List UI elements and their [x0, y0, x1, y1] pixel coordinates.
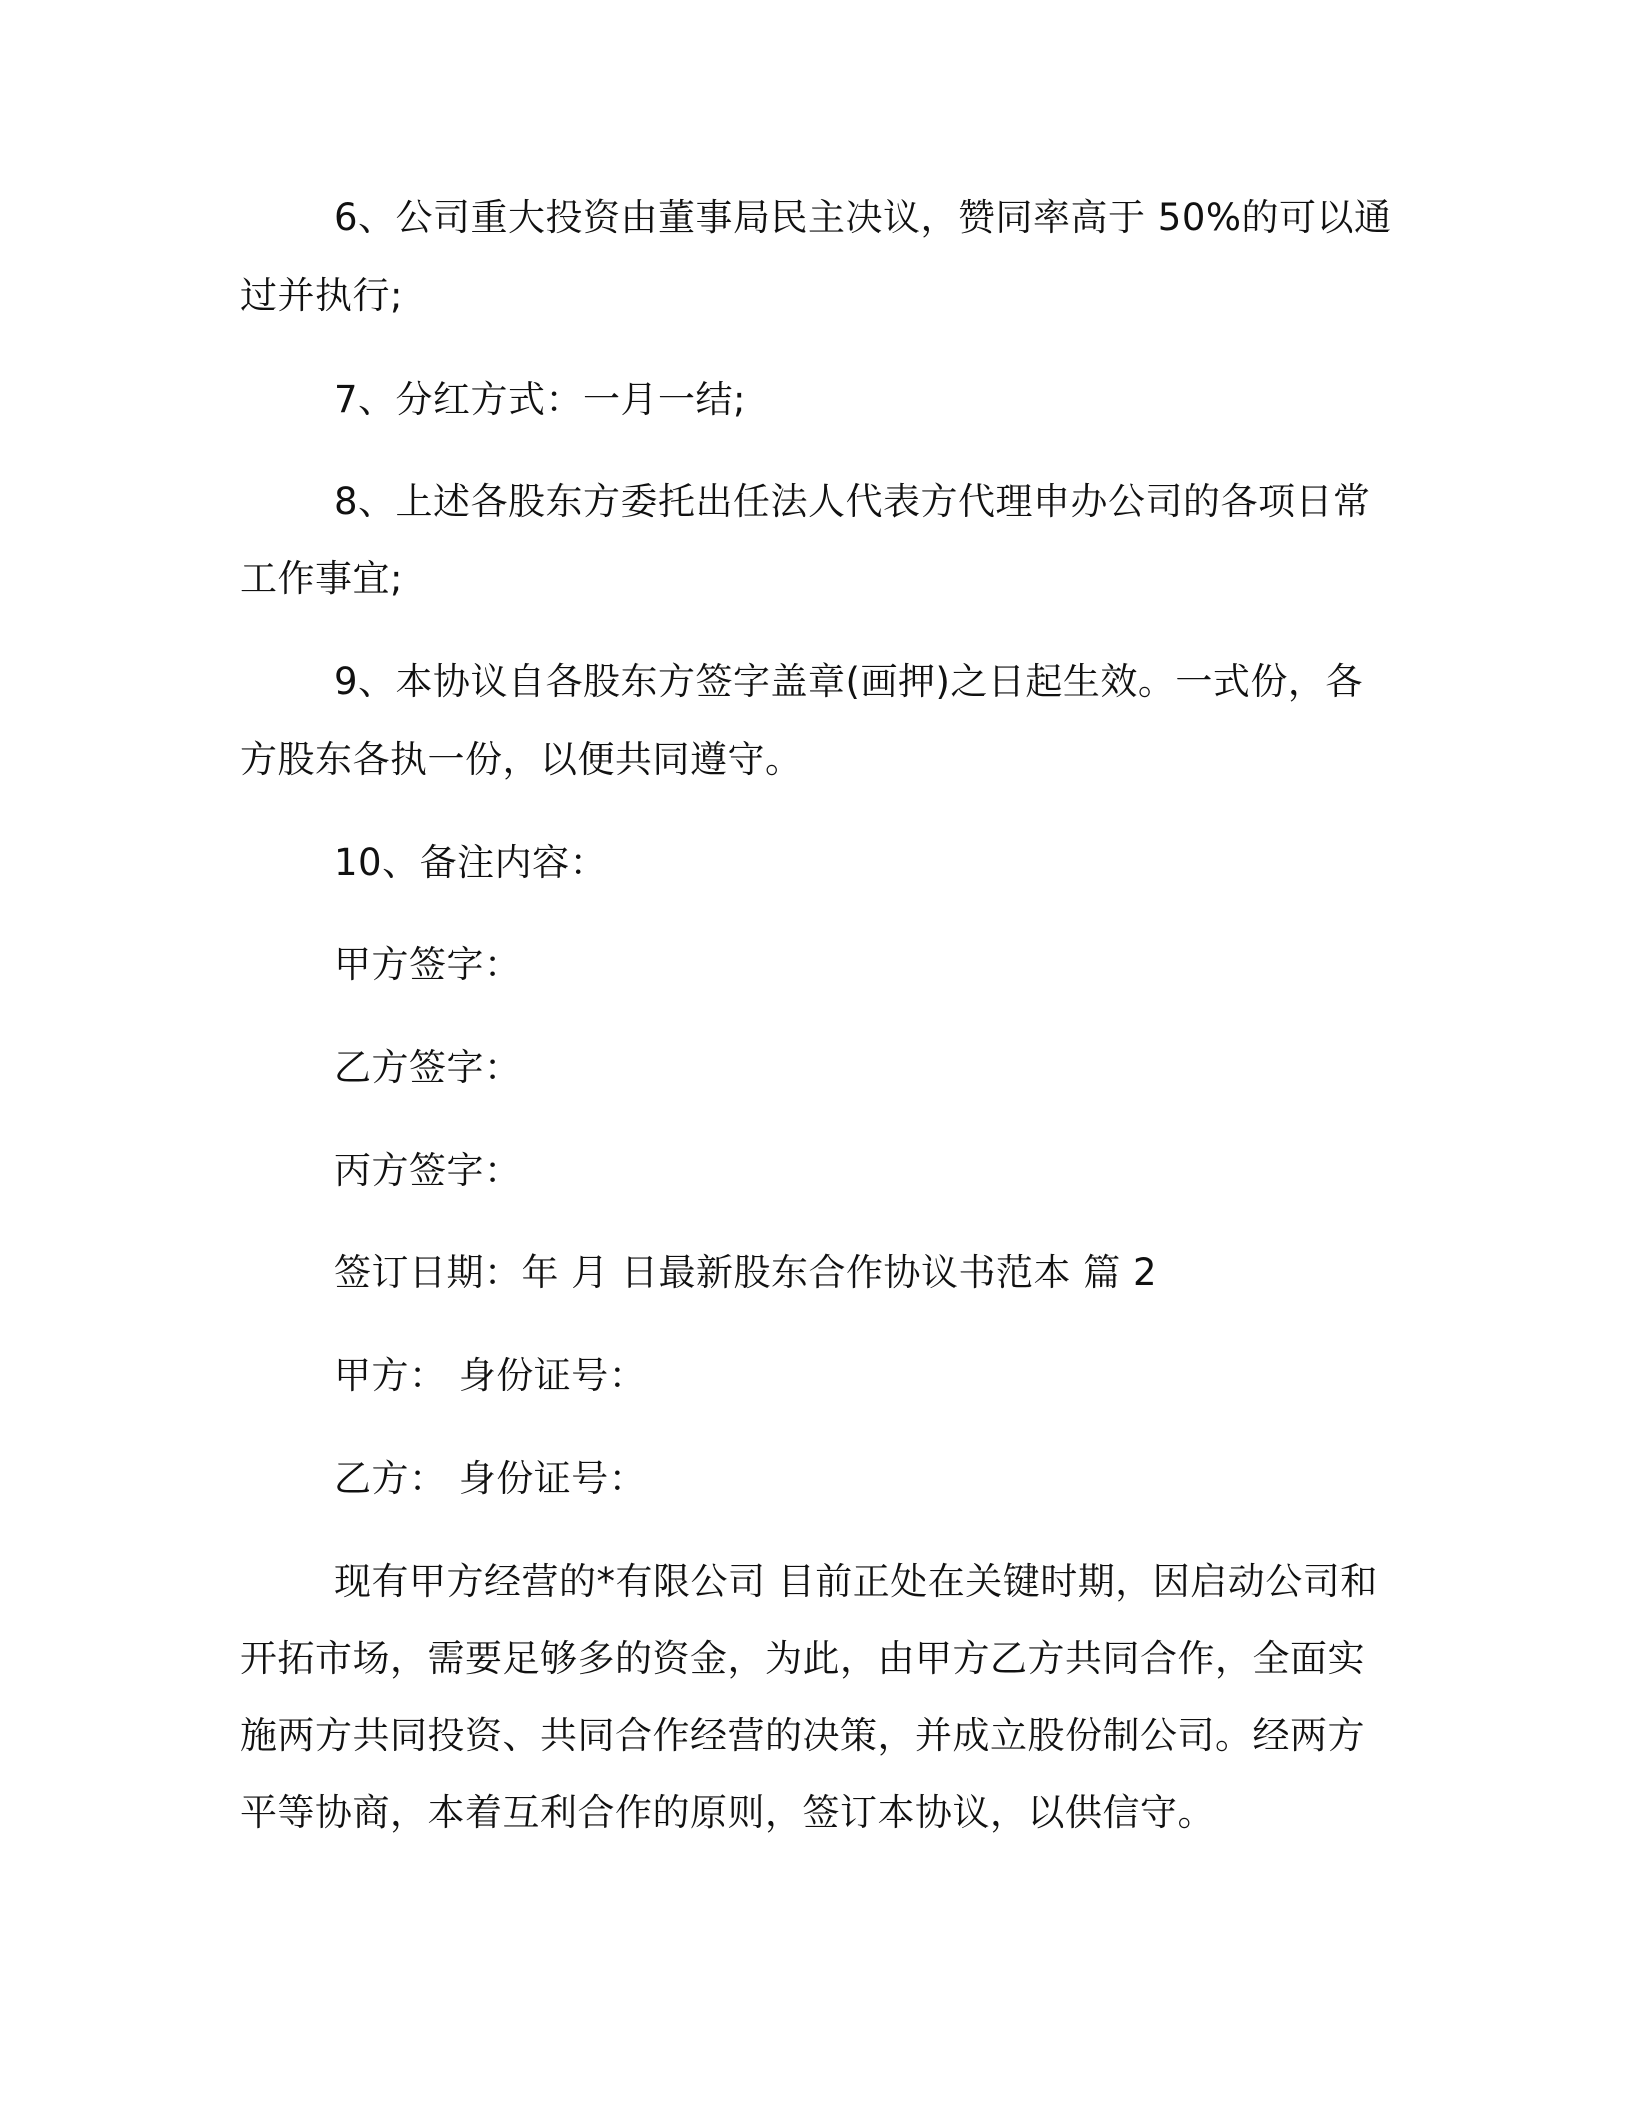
preamble-line-4: 平等协商，本着互利合作的原则，签订本协议，以供信守。 — [240, 1791, 1215, 1834]
clause-6-line-1: 6、公司重大投资由董事局民主决议，赞同率高于 50%的可以通 — [334, 196, 1392, 239]
party-b-id-line: 乙方： 身份证号： — [334, 1457, 647, 1500]
party-a-signature: 甲方签字： — [334, 943, 522, 986]
clause-6-line-2: 过并执行; — [240, 274, 403, 317]
clause-8-line-1: 8、上述各股东方委托出任法人代表方代理申办公司的各项日常 — [334, 480, 1371, 523]
party-a-id-line: 甲方： 身份证号： — [334, 1354, 647, 1397]
signing-date-line: 签订日期：年 月 日最新股东合作协议书范本 篇 2 — [334, 1251, 1158, 1294]
party-b-signature: 乙方签字： — [334, 1046, 522, 1089]
preamble-line-2: 开拓市场，需要足够多的资金，为此，由甲方乙方共同合作，全面实 — [240, 1637, 1365, 1680]
preamble-line-3: 施两方共同投资、共同合作经营的决策，并成立股份制公司。经两方 — [240, 1714, 1365, 1757]
party-c-signature: 丙方签字： — [334, 1149, 522, 1192]
clause-9-line-2: 方股东各执一份，以便共同遵守。 — [240, 738, 803, 781]
clause-10: 10、备注内容： — [334, 841, 608, 884]
clause-7: 7、分红方式：一月一结; — [334, 378, 747, 421]
clause-8-line-2: 工作事宜; — [240, 557, 403, 600]
preamble-line-1: 现有甲方经营的*有限公司 目前正处在关键时期，因启动公司和 — [334, 1560, 1378, 1603]
clause-9-line-1: 9、本协议自各股东方签字盖章(画押)之日起生效。一式份，各 — [334, 660, 1363, 703]
